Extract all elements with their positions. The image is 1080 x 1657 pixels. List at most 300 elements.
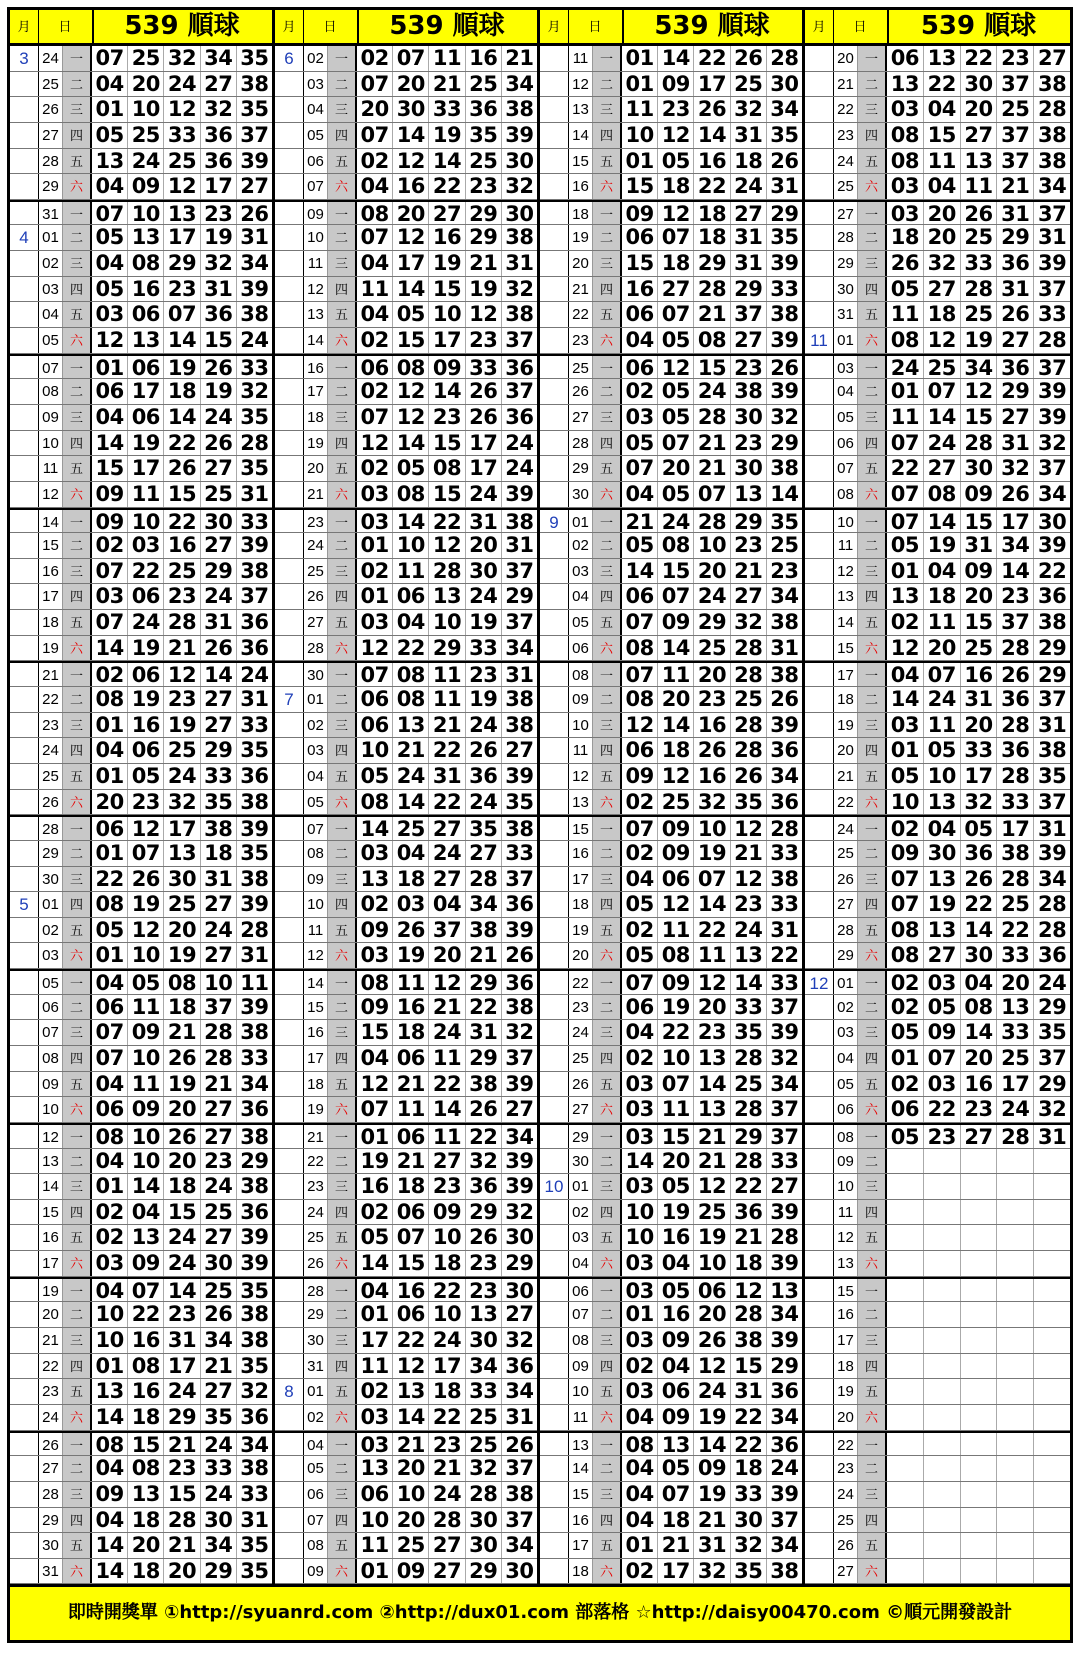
drawn-number: 06 — [92, 1097, 128, 1122]
draw-row — [805, 1533, 1070, 1559]
drawn-number: 38 — [997, 841, 1034, 866]
month-label — [275, 764, 303, 789]
drawn-numbers — [622, 918, 802, 943]
weekday: 四 — [63, 584, 92, 609]
drawn-number: 34 — [505, 1533, 534, 1558]
day-number: 01 — [833, 971, 858, 994]
drawn-number: 28 — [240, 917, 269, 942]
drawn-numbers — [357, 174, 537, 199]
day-number: 07 — [38, 1020, 63, 1045]
drawn-number: 09 — [429, 1200, 465, 1225]
month-label — [805, 1020, 833, 1045]
drawn-number: 24 — [429, 1328, 465, 1353]
drawn-number: 03 — [622, 1379, 658, 1404]
drawn-number: 26 — [694, 1328, 730, 1353]
drawn-number: 39 — [240, 148, 269, 173]
draw-row — [10, 1123, 272, 1149]
drawn-numbers — [92, 379, 272, 404]
month-label — [540, 1482, 568, 1507]
drawn-number: 37 — [997, 123, 1034, 148]
drawn-number: 04 — [924, 559, 961, 584]
weekday: 三 — [63, 713, 92, 738]
drawn-number: 25 — [164, 892, 200, 917]
month-label — [275, 510, 303, 533]
day-number: 15 — [38, 533, 63, 558]
column-title: 539 順球 — [124, 11, 240, 41]
drawn-number: 09 — [128, 1020, 164, 1045]
drawn-number: 19 — [924, 892, 961, 917]
drawn-number: 35 — [770, 122, 799, 147]
drawn-number: 28 — [429, 559, 465, 584]
drawn-number: 18 — [128, 1405, 164, 1430]
drawn-number: 18 — [393, 867, 429, 892]
draw-row — [275, 1431, 537, 1457]
drawn-number: 26 — [466, 1097, 502, 1122]
day-number: 26 — [38, 1433, 63, 1456]
drawn-number: 33 — [997, 1020, 1034, 1045]
drawn-number: 31 — [731, 251, 767, 276]
drawn-number: 37 — [240, 122, 269, 147]
drawn-number: 22 — [466, 995, 502, 1020]
day-number: 12 — [833, 559, 858, 584]
draw-row — [805, 1149, 1070, 1175]
draw-row — [540, 687, 802, 713]
day-number: 05 — [303, 790, 328, 815]
drawn-numbers — [887, 790, 1070, 815]
day-number: 24 — [303, 1200, 328, 1225]
month-label — [275, 277, 303, 302]
drawn-number: 25 — [731, 1072, 767, 1097]
drawn-number: 38 — [1037, 610, 1067, 635]
drawn-number: 20 — [961, 1046, 998, 1071]
drawn-number: 38 — [240, 302, 269, 327]
drawn-number: 08 — [128, 251, 164, 276]
drawn-number: 34 — [505, 71, 534, 96]
month-label — [10, 1456, 38, 1481]
month-label — [10, 1072, 38, 1097]
draw-row — [540, 200, 802, 226]
drawn-numbers — [887, 46, 1070, 71]
drawn-number: 17 — [393, 251, 429, 276]
drawn-number: 25 — [961, 636, 998, 661]
month-label — [10, 174, 38, 199]
drawn-number: 29 — [731, 1125, 767, 1148]
drawn-number: 31 — [201, 610, 237, 635]
drawn-numbers — [357, 431, 537, 456]
drawn-number — [961, 1508, 998, 1533]
drawn-number: 09 — [128, 1097, 164, 1122]
drawn-number: 27 — [429, 1559, 465, 1584]
drawn-number: 19 — [658, 995, 694, 1020]
draw-row — [805, 456, 1070, 482]
drawn-number: 05 — [393, 302, 429, 327]
drawn-number: 33 — [997, 790, 1034, 815]
drawn-number: 06 — [622, 738, 658, 763]
drawn-number: 32 — [731, 97, 767, 122]
weekday: 四 — [593, 1046, 622, 1071]
month-label — [805, 867, 833, 892]
month-label — [540, 1225, 568, 1250]
draw-row — [275, 584, 537, 610]
drawn-number: 08 — [622, 636, 658, 661]
drawn-number: 28 — [201, 1020, 237, 1045]
drawn-numbers — [92, 97, 272, 122]
drawn-number: 14 — [429, 149, 465, 174]
month-label — [10, 1097, 38, 1122]
drawn-number: 17 — [997, 1072, 1034, 1097]
draw-row — [10, 379, 272, 405]
day-number: 06 — [833, 431, 858, 456]
drawn-number: 02 — [622, 379, 658, 404]
day-number: 05 — [833, 1072, 858, 1097]
month-label — [10, 1433, 38, 1456]
draw-row — [10, 1149, 272, 1175]
drawn-number: 13 — [924, 46, 961, 71]
drawn-number: 06 — [92, 817, 128, 840]
drawn-number: 28 — [694, 510, 730, 533]
drawn-numbers — [357, 1354, 537, 1379]
drawn-number: 37 — [770, 1097, 799, 1122]
day-number: 18 — [303, 1072, 328, 1097]
drawn-number: 13 — [128, 1482, 164, 1507]
drawn-number: 27 — [731, 202, 767, 225]
day-number: 13 — [833, 1251, 858, 1276]
month-label — [10, 738, 38, 763]
draw-row — [805, 72, 1070, 98]
drawn-number: 15 — [694, 356, 730, 379]
drawn-numbers — [887, 149, 1070, 174]
drawn-number: 06 — [357, 1482, 393, 1507]
drawn-number: 24 — [731, 918, 767, 943]
draw-row — [805, 328, 1070, 354]
drawn-numbers — [622, 584, 802, 609]
drawn-number: 13 — [164, 202, 200, 225]
drawn-numbers — [622, 1559, 802, 1584]
drawn-number: 24 — [201, 584, 237, 609]
month-label — [540, 584, 568, 609]
month-label — [540, 1251, 568, 1276]
drawn-number — [1034, 1533, 1070, 1558]
drawn-number — [961, 1379, 998, 1404]
drawn-number: 01 — [622, 72, 658, 97]
weekday: 五 — [858, 1072, 887, 1097]
drawn-number — [1034, 1508, 1070, 1533]
drawn-number: 27 — [201, 687, 237, 712]
draw-row — [275, 1149, 537, 1175]
month-label: 12 — [809, 974, 829, 994]
drawn-number: 31 — [240, 1507, 269, 1532]
drawn-number: 01 — [622, 1533, 658, 1558]
month-label — [275, 1302, 303, 1327]
day-number: 21 — [38, 1328, 63, 1353]
drawn-number: 37 — [505, 1507, 534, 1532]
weekday: 二 — [858, 1149, 887, 1174]
drawn-number: 37 — [505, 379, 534, 404]
footer-links: 即時開獎單 ①http://syuanrd.com ②http://dux01.com 部落格 ☆http://daisy00470.com ©順元開發設計 — [10, 1584, 1070, 1640]
drawn-number: 28 — [770, 1225, 799, 1250]
drawn-numbers — [887, 817, 1070, 840]
weekday: 六 — [858, 1559, 887, 1584]
weekday: 四 — [858, 738, 887, 763]
drawn-numbers — [357, 356, 537, 379]
draw-row — [10, 1225, 272, 1251]
drawn-number: 17 — [997, 817, 1034, 840]
day-number: 04 — [303, 764, 328, 789]
drawn-number: 31 — [997, 277, 1034, 302]
drawn-number: 10 — [357, 1508, 393, 1533]
weekday: 四 — [858, 1354, 887, 1379]
drawn-number: 18 — [164, 379, 200, 404]
weekday: 五 — [593, 456, 622, 481]
drawn-number: 03 — [622, 1097, 658, 1122]
draw-row — [805, 1405, 1070, 1431]
draw-row — [10, 738, 272, 764]
weekday: 三 — [858, 713, 887, 738]
month-label — [275, 225, 303, 250]
month-label — [805, 202, 833, 225]
drawn-number: 07 — [92, 1046, 128, 1071]
drawn-number: 01 — [92, 97, 128, 122]
drawn-numbers — [622, 533, 802, 558]
drawn-number: 15 — [731, 1354, 767, 1379]
drawn-number: 31 — [466, 1020, 502, 1045]
month-label — [10, 867, 38, 892]
day-number: 18 — [833, 687, 858, 712]
drawn-number: 12 — [92, 328, 128, 353]
drawn-number: 12 — [887, 636, 924, 661]
day-number: 11 — [833, 1200, 858, 1225]
drawn-number: 30 — [466, 1533, 502, 1558]
drawn-number: 06 — [128, 584, 164, 609]
drawn-numbers — [357, 1379, 537, 1404]
drawn-number: 03 — [357, 610, 393, 635]
weekday: 二 — [328, 841, 357, 866]
drawn-number: 05 — [622, 533, 658, 558]
drawn-number: 36 — [505, 355, 534, 380]
drawn-number: 07 — [658, 1482, 694, 1507]
drawn-number: 31 — [240, 687, 269, 712]
drawn-number: 24 — [164, 72, 200, 97]
drawn-number: 13 — [357, 867, 393, 892]
drawn-number: 35 — [770, 509, 799, 534]
draw-row — [10, 1379, 272, 1405]
drawn-numbers — [92, 431, 272, 456]
drawn-number: 04 — [92, 738, 128, 763]
drawn-number: 21 — [694, 456, 730, 481]
drawn-number: 12 — [694, 1174, 730, 1199]
draw-row — [805, 1431, 1070, 1457]
drawn-number: 39 — [505, 1148, 534, 1173]
drawn-number: 39 — [240, 533, 269, 558]
draw-row — [540, 636, 802, 662]
drawn-numbers — [357, 328, 537, 353]
drawn-number: 04 — [887, 663, 924, 686]
drawn-number: 27 — [201, 1097, 237, 1122]
drawn-number: 03 — [128, 533, 164, 558]
day-number: 02 — [38, 251, 63, 276]
weekday: 一 — [858, 663, 887, 686]
drawn-number: 11 — [924, 610, 961, 635]
day-number: 17 — [303, 1046, 328, 1071]
drawn-number: 36 — [240, 610, 269, 635]
weekday: 二 — [63, 1302, 92, 1327]
drawn-numbers — [622, 328, 802, 353]
weekday: 六 — [858, 1097, 887, 1122]
draw-row — [10, 1328, 272, 1354]
month-label — [805, 790, 833, 815]
weekday: 四 — [328, 431, 357, 456]
drawn-number: 11 — [429, 1046, 465, 1071]
month-label — [540, 356, 568, 379]
drawn-number: 14 — [658, 636, 694, 661]
month-label — [540, 1379, 568, 1404]
month-label — [805, 456, 833, 481]
weekday: 五 — [63, 918, 92, 943]
drawn-number: 22 — [694, 174, 730, 199]
day-number: 02 — [303, 46, 328, 71]
day-number: 29 — [833, 251, 858, 276]
day-number: 04 — [568, 584, 593, 609]
drawn-number: 25 — [201, 482, 237, 507]
drawn-number: 29 — [505, 584, 534, 609]
drawn-number: 08 — [887, 123, 924, 148]
day-number: 17 — [833, 1328, 858, 1353]
draw-row — [805, 1277, 1070, 1303]
drawn-number: 38 — [240, 866, 269, 891]
drawn-number: 20 — [357, 97, 393, 122]
drawn-number: 24 — [429, 1020, 465, 1045]
drawn-numbers — [887, 1046, 1070, 1071]
drawn-number: 09 — [658, 610, 694, 635]
drawn-number: 32 — [201, 97, 237, 122]
drawn-numbers — [92, 559, 272, 584]
drawn-number: 26 — [466, 738, 502, 763]
drawn-number: 19 — [694, 1405, 730, 1430]
weekday: 三 — [328, 867, 357, 892]
draw-row — [540, 1559, 802, 1585]
drawn-number: 15 — [658, 559, 694, 584]
draw-row — [540, 790, 802, 816]
weekday: 二 — [593, 1149, 622, 1174]
drawn-number: 27 — [429, 1533, 465, 1558]
drawn-number: 25 — [128, 123, 164, 148]
day-number: 01 — [38, 225, 63, 250]
day-number: 22 — [38, 687, 63, 712]
weekday: 一 — [858, 1433, 887, 1456]
drawn-number: 27 — [240, 174, 269, 199]
day-number: 24 — [568, 1020, 593, 1045]
drawn-number: 03 — [887, 202, 924, 225]
draw-row — [275, 943, 537, 969]
drawn-numbers — [887, 971, 1070, 994]
weekday: 三 — [328, 1482, 357, 1507]
drawn-number: 17 — [164, 225, 200, 250]
day-number: 30 — [38, 1533, 63, 1558]
drawn-number: 39 — [1037, 533, 1067, 558]
day-number: 08 — [833, 482, 858, 507]
drawn-number: 22 — [466, 1125, 502, 1148]
month-label — [10, 559, 38, 584]
drawn-number: 33 — [770, 840, 799, 865]
drawn-number: 35 — [1037, 1020, 1067, 1045]
drawn-number: 29 — [466, 1046, 502, 1071]
drawn-number: 21 — [429, 1456, 465, 1481]
drawn-number — [961, 1433, 998, 1456]
drawn-numbers — [357, 1149, 537, 1174]
drawn-numbers — [887, 97, 1070, 122]
month-label — [805, 1379, 833, 1404]
draw-row — [275, 738, 537, 764]
draw-row — [540, 713, 802, 739]
draw-row — [540, 943, 802, 969]
day-number: 23 — [303, 510, 328, 533]
draw-row — [805, 508, 1070, 534]
drawn-number — [997, 1149, 1034, 1174]
drawn-number: 16 — [961, 663, 998, 686]
weekday: 六 — [593, 1251, 622, 1276]
drawn-number — [961, 1405, 998, 1430]
drawn-number: 28 — [731, 1302, 767, 1327]
month-label — [10, 1225, 38, 1250]
draw-row — [10, 1559, 272, 1585]
drawn-number: 29 — [997, 379, 1034, 404]
drawn-number: 05 — [622, 431, 658, 456]
drawn-number: 30 — [924, 841, 961, 866]
drawn-number: 16 — [357, 1174, 393, 1199]
draw-row — [805, 918, 1070, 944]
draw-row — [540, 1277, 802, 1303]
drawn-numbers — [357, 482, 537, 507]
drawn-numbers — [622, 1482, 802, 1507]
weekday: 三 — [858, 1174, 887, 1199]
drawn-numbers — [622, 302, 802, 327]
day-number: 26 — [38, 790, 63, 815]
drawn-number: 27 — [997, 405, 1034, 430]
drawn-number: 09 — [961, 559, 998, 584]
draw-row — [540, 1431, 802, 1457]
draw-row — [275, 1251, 537, 1277]
drawn-number: 13 — [393, 1379, 429, 1404]
day-number: 09 — [568, 1354, 593, 1379]
drawn-number: 08 — [393, 687, 429, 712]
drawn-number: 27 — [924, 456, 961, 481]
drawn-number: 07 — [694, 867, 730, 892]
drawn-number: 28 — [164, 1508, 200, 1533]
drawn-number: 30 — [505, 1278, 534, 1303]
drawn-number: 38 — [770, 1558, 799, 1583]
draw-row — [805, 1379, 1070, 1405]
drawn-numbers — [887, 943, 1070, 968]
weekday: 六 — [328, 482, 357, 507]
day-number: 28 — [568, 431, 593, 456]
drawn-number: 32 — [731, 1533, 767, 1558]
drawn-number: 07 — [92, 1020, 128, 1045]
month-label: 10 — [544, 1177, 564, 1197]
drawn-number: 15 — [92, 456, 128, 481]
day-number: 14 — [833, 610, 858, 635]
drawn-number: 21 — [622, 510, 658, 533]
drawn-number: 26 — [201, 356, 237, 379]
drawn-number: 22 — [393, 1328, 429, 1353]
drawn-number: 31 — [770, 635, 799, 660]
drawn-number — [887, 1279, 924, 1302]
draw-row — [805, 1328, 1070, 1354]
drawn-number: 35 — [240, 456, 269, 481]
drawn-numbers — [357, 971, 537, 994]
draw-row — [540, 610, 802, 636]
drawn-number: 38 — [505, 994, 534, 1019]
day-number: 30 — [38, 867, 63, 892]
